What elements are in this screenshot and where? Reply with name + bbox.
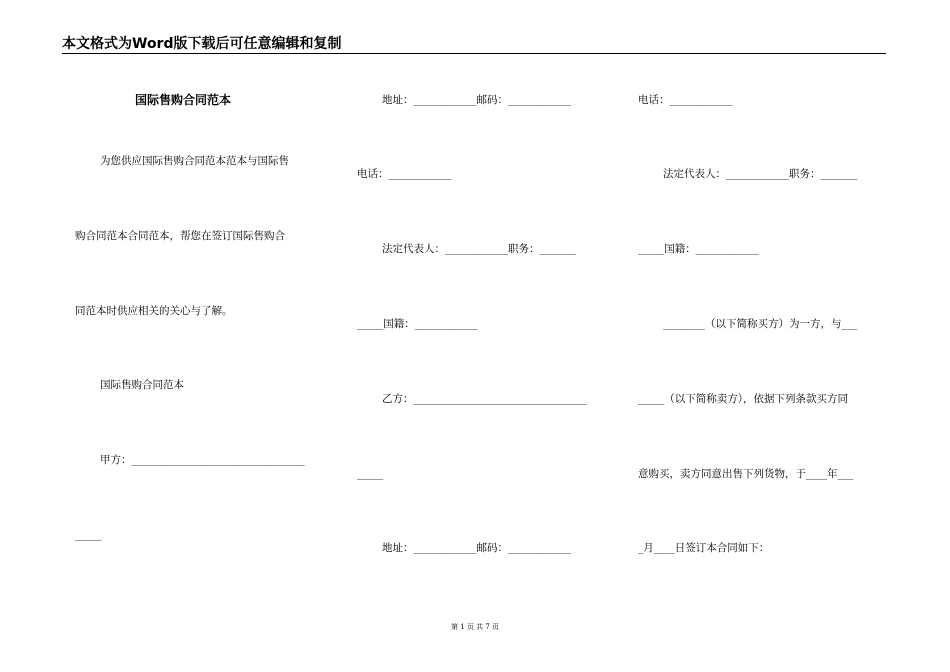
text-line: 乙方：_________________________________ [382,393,587,405]
text-line: ________（以下简称买方）为一方，与___ [663,318,858,330]
document-header: 本文格式为Word版下载后可任意编辑和复制 [62,36,342,52]
text-line: 意购买，卖方同意出售下列货物，于____年___ [638,468,854,480]
text-column-2 [357,0,592,672]
text-line: _____ [75,529,102,541]
text-line: 同范本时供应相关的关心与了解。 [75,305,233,317]
text-line: 国际售购合同范本 [100,379,184,391]
text-line: 为您供应国际售购合同范本范本与国际售 [100,155,289,167]
text-line: 甲方：_________________________________ [100,454,305,466]
text-line: _____国籍：____________ [357,318,478,330]
text-line: _月____日签订本合同如下： [638,542,770,554]
page-number-footer: 第 1 页 共 7 页 [450,623,500,631]
text-column-1 [75,0,310,672]
text-line: 法定代表人：____________职务：_______ [663,168,858,180]
text-line: 地址：____________邮码：____________ [382,94,571,106]
text-line: 购合同范本合同范本，帮您在签订国际售购合 [75,230,285,242]
document-title: 国际售购合同范本 [135,93,232,107]
text-line: 地址：____________邮码：____________ [382,542,571,554]
text-column-3 [638,0,873,672]
text-line: 电话：____________ [638,94,733,106]
text-line: 电话：____________ [357,168,452,180]
text-line: 法定代表人：____________职务：_______ [382,243,577,255]
text-line: _____ [357,468,384,480]
text-line: _____（以下简称卖方），依据下列条款买方同 [638,393,848,405]
text-line: _____国籍：____________ [638,243,759,255]
